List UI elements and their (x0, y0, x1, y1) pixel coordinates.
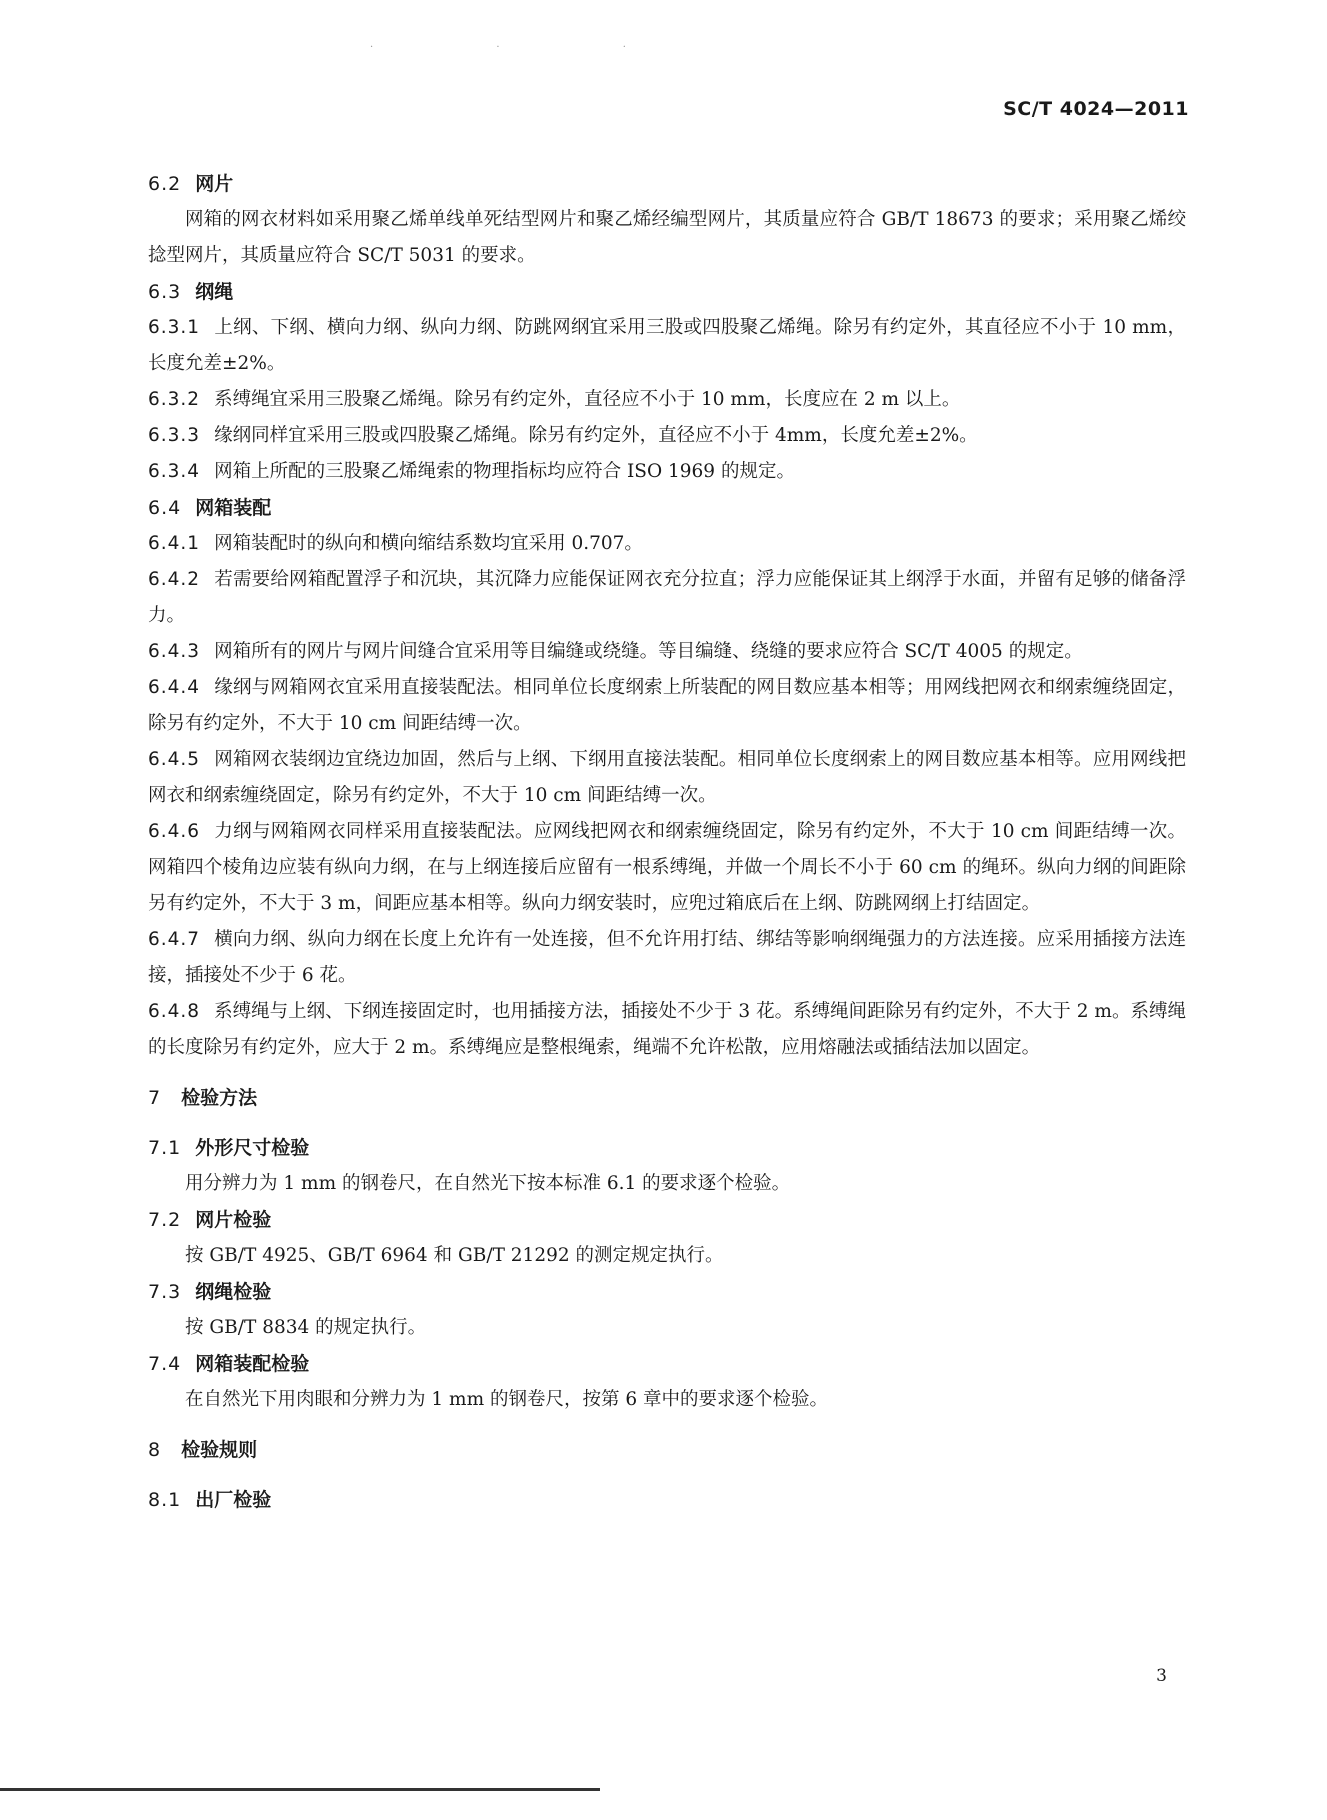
section-number: 8 (148, 1439, 162, 1461)
standard-code: SC/T 4024—2011 (1003, 98, 1189, 120)
paragraph (148, 526, 1186, 562)
section-heading (148, 1202, 1186, 1238)
paragraph-text: 网箱所有的网片与网片间缝合宜采用等目编缝或绕缝。等目编缝、绕缝的要求应符合 SC/T 4005 的规定。 (214, 641, 1083, 662)
paragraph-text: 缘纲与网箱网衣宜采用直接装配法。相同单位长度纲索上所装配的网目数应基本相等；用网线把网衣和纲索缠绕固定，除另有约定外，不大于 10 cm 间距结缚一次。 (148, 677, 1186, 734)
paragraph (148, 202, 1186, 274)
section-number: 7 (148, 1087, 162, 1109)
section-heading (148, 1130, 1186, 1166)
section-heading (148, 1432, 1186, 1468)
clause-number: 6.3.3 (148, 425, 201, 446)
paragraph (148, 742, 1186, 814)
paragraph-text: 力纲与网箱网衣同样采用直接装配法。应网线把网衣和纲索缠绕固定，除另有约定外，不大于 10 cm 间距结缚一次。网箱四个棱角边应装有纵向力纲，在与上纲连接后应留有一根系缚绳，并做一个周长不小于 60 cm 的绳环。纵向力纲的间距除另有约定外，不大于 3 m，间距应基本相等。纵向力纲安装时，应兜过箱底后在上纲、防跳网纲上打结固定。 (148, 821, 1186, 914)
clause-number: 6.4.4 (148, 677, 201, 698)
section-heading (148, 490, 1186, 526)
section-heading (148, 166, 1186, 202)
paragraph-text: 网箱上所配的三股聚乙烯绳索的物理指标均应符合 ISO 1969 的规定。 (214, 461, 795, 482)
section-title: 检验方法 (181, 1087, 258, 1109)
section-number: 7.2 (148, 1209, 182, 1231)
paragraph-text: 网箱网衣装纲边宜绕边加固，然后与上纲、下纲用直接法装配。相同单位长度纲索上的网目数应基本相等。应用网线把网衣和纲索缠绕固定，除另有约定外，不大于 10 cm 间距结缚一次。 (148, 749, 1186, 806)
section-heading (148, 1346, 1186, 1382)
clause-number: 6.4.3 (148, 641, 201, 662)
paragraph (148, 814, 1186, 922)
clause-number: 6.3.2 (148, 389, 201, 410)
section-heading (148, 1080, 1186, 1116)
section-number: 6.3 (148, 281, 182, 303)
scan-specks: · · · (370, 42, 686, 53)
section-title: 网箱装配 (195, 497, 272, 519)
clause-number: 6.4.7 (148, 929, 201, 950)
paragraph-text: 按 GB/T 4925、GB/T 6964 和 GB/T 21292 的测定规定执行。 (185, 1245, 724, 1266)
paragraph-text: 网箱的网衣材料如采用聚乙烯单线单死结型网片和聚乙烯经编型网片，其质量应符合 GB/T 18673 的要求；采用聚乙烯绞捻型网片，其质量应符合 SC/T 5031 的要求。 (148, 209, 1186, 266)
paragraph (148, 922, 1186, 994)
paragraph (148, 670, 1186, 742)
section-title: 网片检验 (195, 1209, 272, 1231)
clause-number: 6.4.8 (148, 1001, 201, 1022)
section-number: 7.1 (148, 1137, 182, 1159)
section-number: 7.3 (148, 1281, 182, 1303)
paragraph-text: 若需要给网箱配置浮子和沉块，其沉降力应能保证网衣充分拉直；浮力应能保证其上纲浮于水面，并留有足够的储备浮力。 (148, 569, 1186, 626)
section-number: 8.1 (148, 1489, 182, 1511)
paragraph (148, 562, 1186, 634)
section-number: 7.4 (148, 1353, 182, 1375)
section-title: 网箱装配检验 (195, 1353, 310, 1375)
clause-number: 6.4.1 (148, 533, 201, 554)
scan-edge-line (0, 1788, 600, 1791)
section-title: 网片 (195, 173, 234, 195)
paragraph (148, 634, 1186, 670)
paragraph-text: 用分辨力为 1 mm 的钢卷尺，在自然光下按本标准 6.1 的要求逐个检验。 (185, 1173, 791, 1194)
section-number: 6.4 (148, 497, 182, 519)
paragraph (148, 1166, 1186, 1202)
section-heading (148, 274, 1186, 310)
paragraph (148, 418, 1186, 454)
paragraph (148, 1382, 1186, 1418)
section-heading (148, 1274, 1186, 1310)
spacer (148, 1066, 1186, 1080)
section-number: 6.2 (148, 173, 182, 195)
paragraph (148, 1310, 1186, 1346)
section-heading (148, 1482, 1186, 1518)
page-number: 3 (1156, 1666, 1167, 1686)
paragraph (148, 994, 1186, 1066)
clause-number: 6.4.5 (148, 749, 201, 770)
spacer (148, 1418, 1186, 1432)
section-title: 检验规则 (181, 1439, 258, 1461)
section-title: 出厂检验 (195, 1489, 272, 1511)
paragraph-text: 系缚绳与上纲、下纲连接固定时，也用插接方法，插接处不少于 3 花。系缚绳间距除另有约定外，不大于 2 m。系缚绳的长度除另有约定外，应大于 2 m。系缚绳应是整根绳索，绳端不允许松散，应用熔融法或插结法加以固定。 (148, 1001, 1186, 1058)
clause-number: 6.3.1 (148, 317, 201, 338)
section-title: 纲绳 (195, 281, 234, 303)
paragraph (148, 382, 1186, 418)
document-body (148, 166, 1186, 1518)
clause-number: 6.4.2 (148, 569, 201, 590)
paragraph-text: 网箱装配时的纵向和横向缩结系数均宜采用 0.707。 (214, 533, 643, 554)
section-title: 纲绳检验 (195, 1281, 272, 1303)
paragraph-text: 横向力纲、纵向力纲在长度上允许有一处连接，但不允许用打结、绑结等影响纲绳强力的方法连接。应采用插接方法连接，插接处不少于 6 花。 (148, 929, 1186, 986)
paragraph (148, 1238, 1186, 1274)
paragraph-text: 缘纲同样宜采用三股或四股聚乙烯绳。除另有约定外，直径应不小于 4mm，长度允差±2%。 (214, 425, 978, 446)
spacer (148, 1116, 1186, 1130)
paragraph (148, 454, 1186, 490)
paragraph-text: 按 GB/T 8834 的规定执行。 (185, 1317, 427, 1338)
paragraph-text: 系缚绳宜采用三股聚乙烯绳。除另有约定外，直径应不小于 10 mm，长度应在 2 m 以上。 (214, 389, 961, 410)
paragraph-text: 在自然光下用肉眼和分辨力为 1 mm 的钢卷尺，按第 6 章中的要求逐个检验。 (185, 1389, 829, 1410)
spacer (148, 1468, 1186, 1482)
section-title: 外形尺寸检验 (195, 1137, 310, 1159)
clause-number: 6.3.4 (148, 461, 201, 482)
paragraph (148, 310, 1186, 382)
paragraph-text: 上纲、下纲、横向力纲、纵向力纲、防跳网纲宜采用三股或四股聚乙烯绳。除另有约定外，其直径应不小于 10 mm，长度允差±2%。 (148, 317, 1186, 374)
clause-number: 6.4.6 (148, 821, 201, 842)
